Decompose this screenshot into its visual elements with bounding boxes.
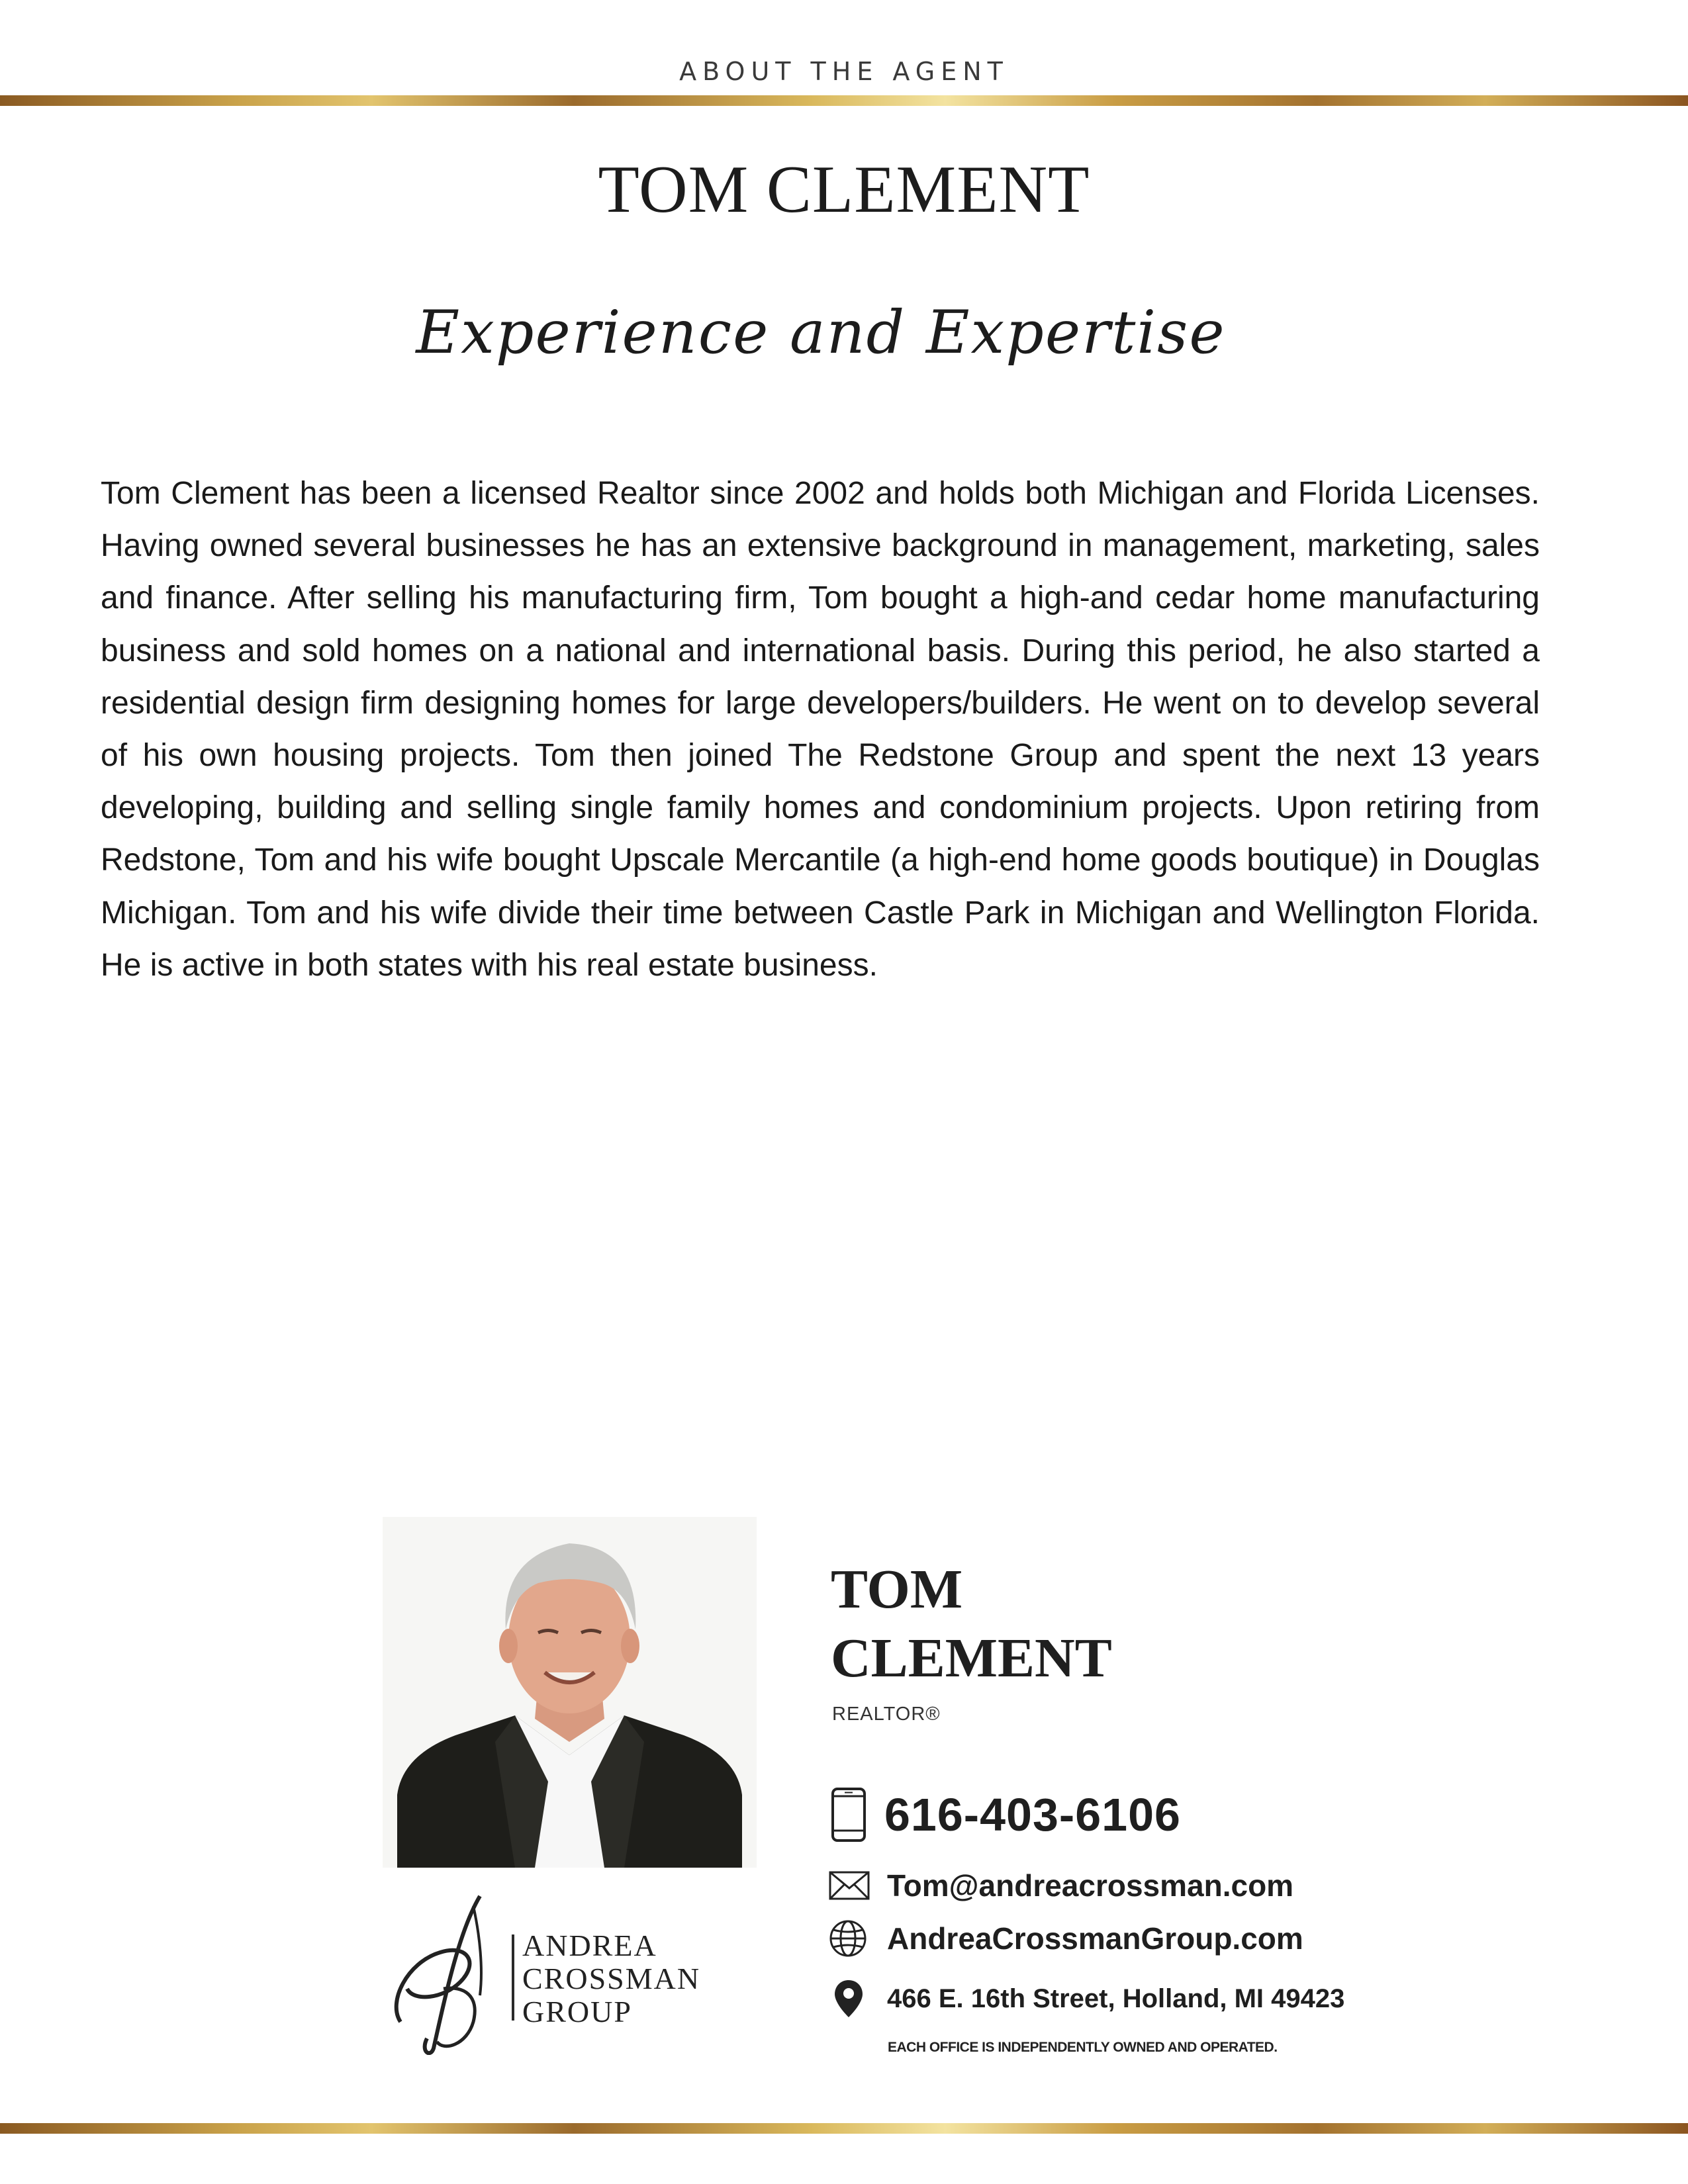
- logo-line-3: GROUP: [522, 1995, 632, 2028]
- website-link[interactable]: AndreaCrossmanGroup.com: [887, 1921, 1303, 1956]
- monogram-logo-icon: [381, 1889, 500, 2055]
- office-address: 466 E. 16th Street, Holland, MI 49423: [887, 1983, 1345, 2013]
- page-title: TOM CLEMENT: [598, 152, 1090, 227]
- logo-divider: [512, 1934, 514, 2021]
- agent-photo: [383, 1517, 757, 1868]
- company-logo: [381, 1889, 725, 2062]
- logo-wordmark: [522, 1929, 700, 2028]
- card-first-name: TOM: [831, 1559, 963, 1620]
- website-row[interactable]: [829, 1919, 1303, 1958]
- card-last-name: CLEMENT: [831, 1627, 1112, 1689]
- logo-line-2: CROSSMAN: [522, 1962, 701, 1995]
- section-label: ABOUT THE AGENT: [679, 57, 1009, 86]
- card-agent-name: [831, 1555, 1112, 1693]
- office-disclaimer: EACH OFFICE IS INDEPENDENTLY OWNED AND OPERATED.: [888, 2040, 1278, 2055]
- top-gold-divider: [0, 95, 1688, 106]
- address-row: [829, 1979, 1344, 2019]
- phone-row[interactable]: [829, 1787, 1181, 1843]
- bottom-gold-divider: [0, 2123, 1688, 2134]
- agent-bio: Tom Clement has been a licensed Realtor since 2002 and holds both Michigan and Florida Licenses. Having owned several businesses he has an extensive background in management, marketing, sales and finance. After selling his manufacturing firm, Tom bought a high-and cedar home manufacturing business and sold homes on a national and international basis. During this period, he also started a residential design firm designing homes for large developers/builders. He went on to develop several of his own housing projects. Tom then joined The Redstone Group and spent the next 13 years developing, building and selling single family homes and condominium projects. Upon retiring from Redstone, Tom and his wife bought Upscale Mercantile (a high-end home goods boutique) in Douglas Michigan. Tom and his wife divide their time between Castle Park in Michigan and Wellington Florida. He is active in both states with his real estate business.: [101, 476, 1540, 983]
- phone-icon: [829, 1787, 868, 1843]
- envelope-icon: [829, 1871, 870, 1900]
- map-pin-icon: [833, 1979, 865, 2019]
- card-role: REALTOR®: [832, 1704, 941, 1725]
- globe-icon: [829, 1919, 867, 1958]
- phone-number[interactable]: 616-403-6106: [884, 1789, 1181, 1841]
- email-link[interactable]: Tom@andreacrossman.com: [887, 1868, 1294, 1903]
- email-row[interactable]: [829, 1868, 1293, 1903]
- page-subtitle: Experience and Expertise: [416, 298, 1226, 367]
- logo-line-1: ANDREA: [522, 1929, 657, 1962]
